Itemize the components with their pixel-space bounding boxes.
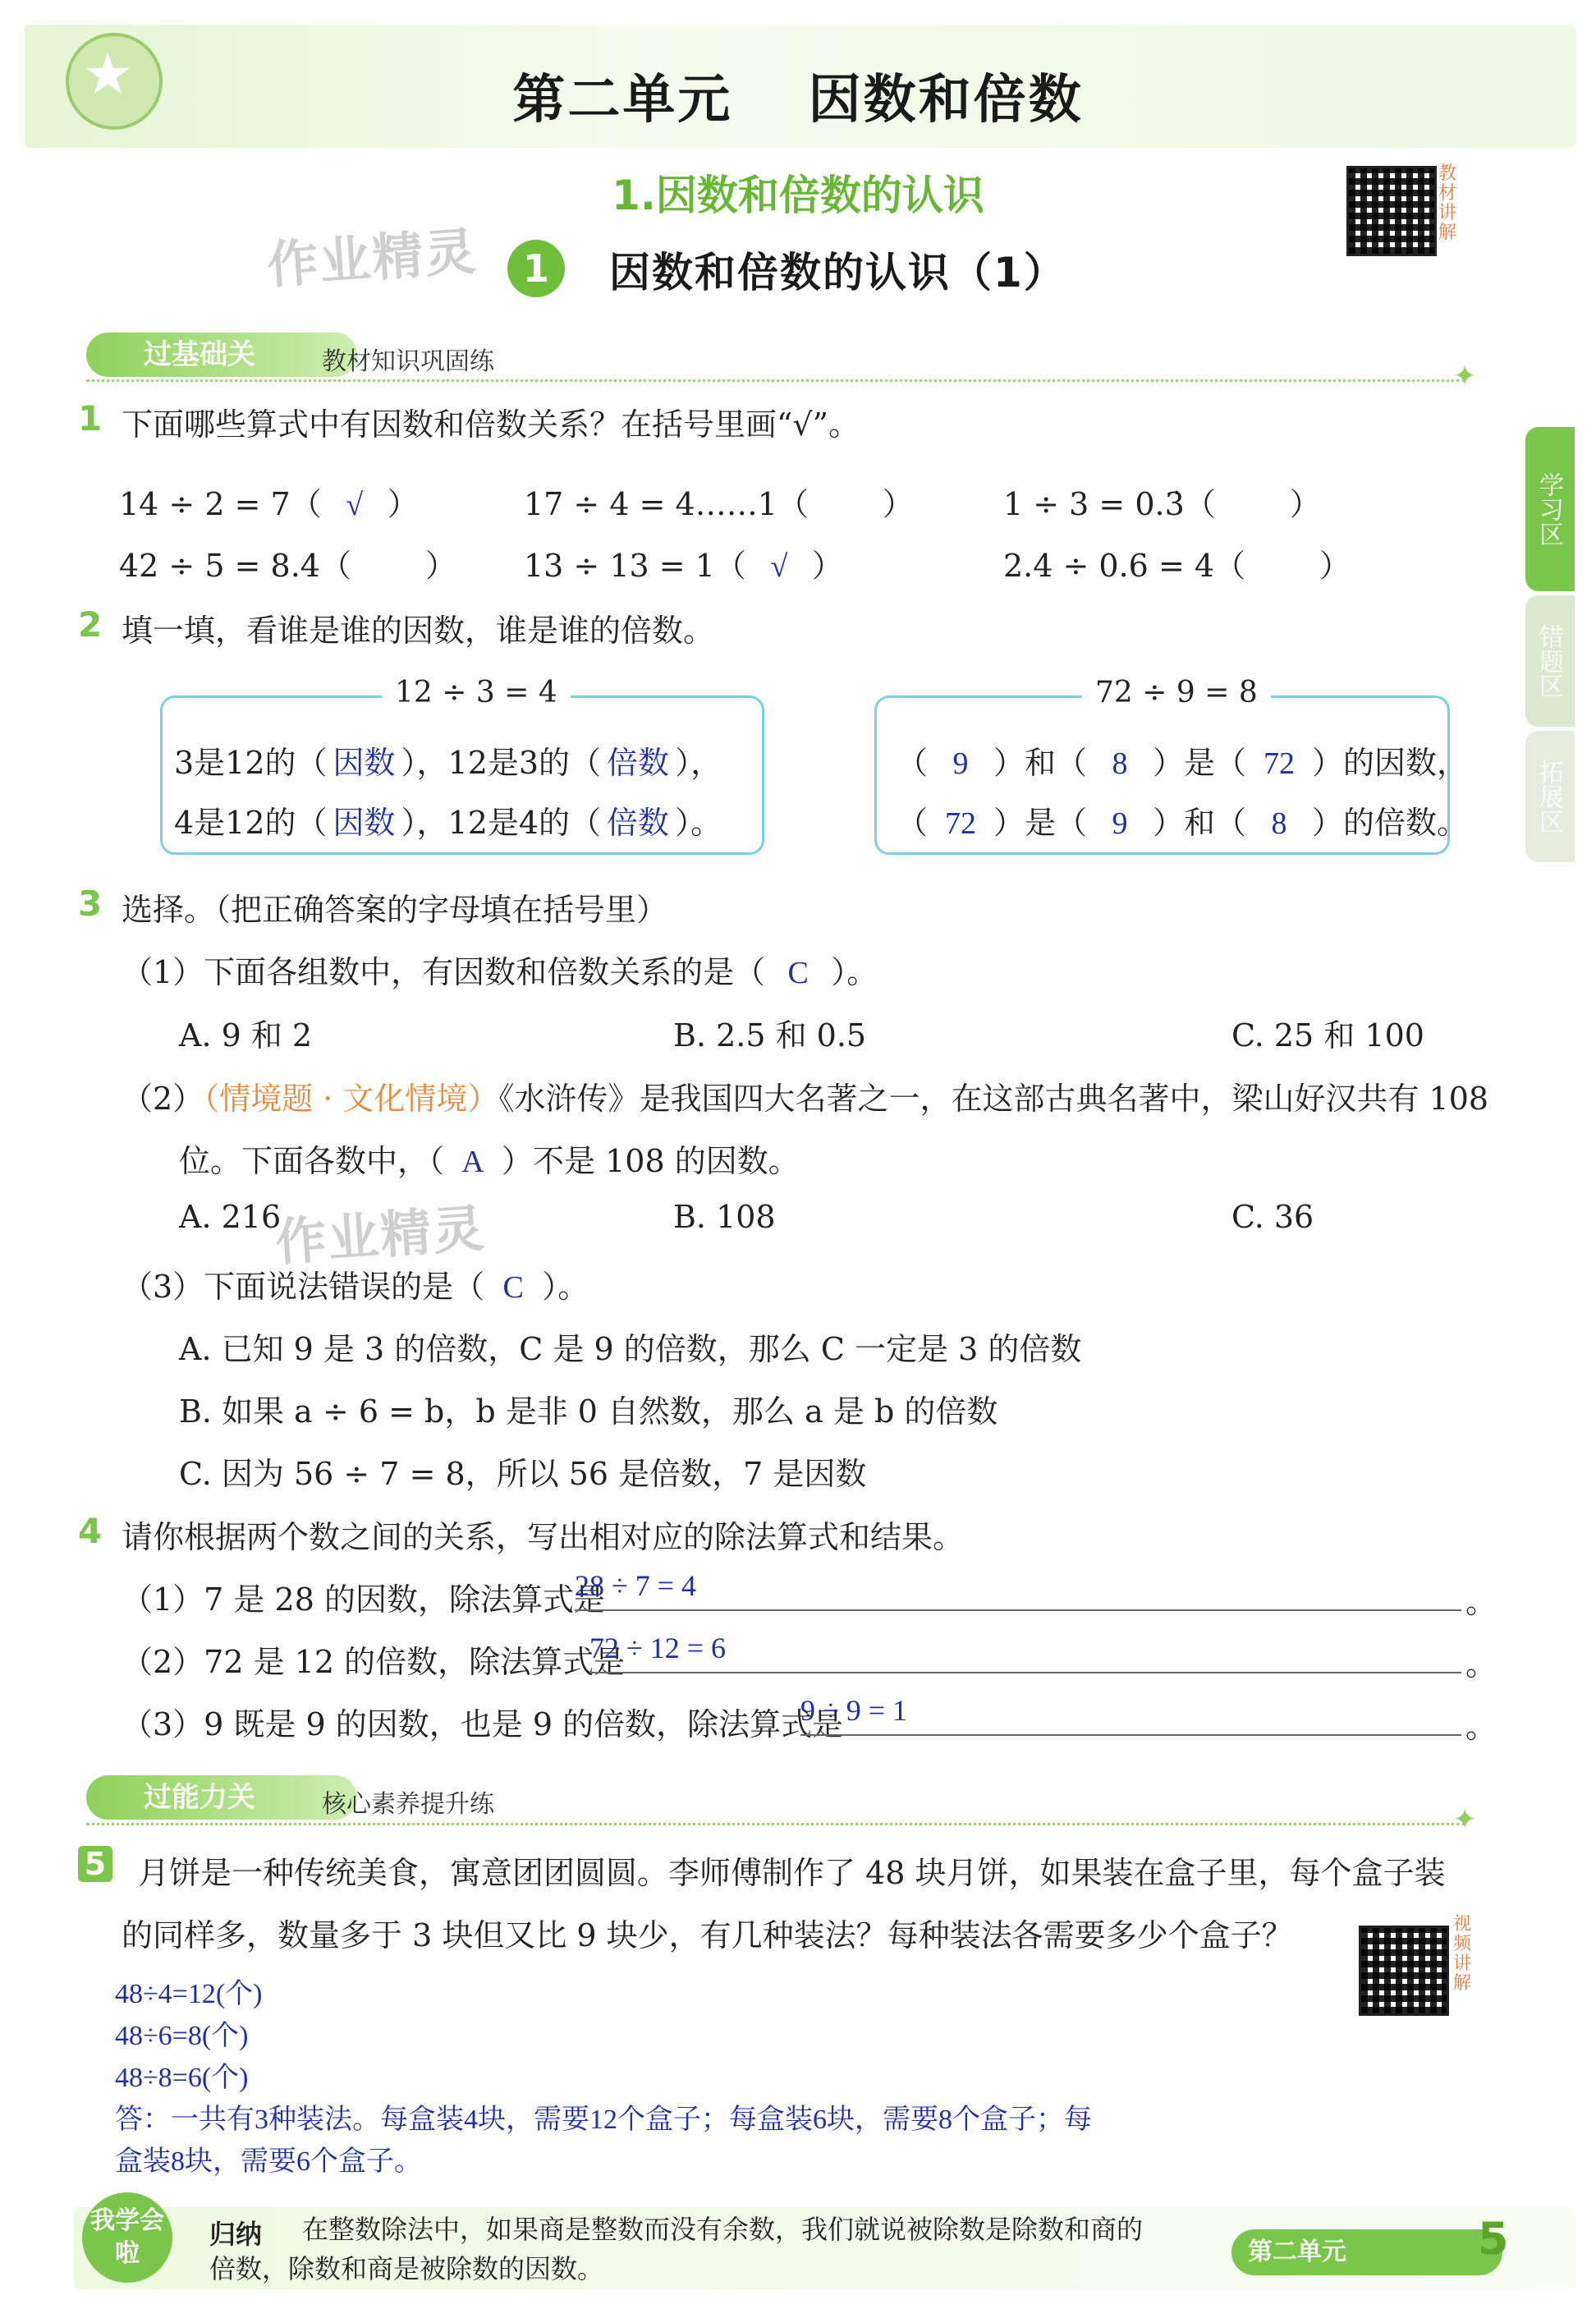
q3-part1: （1）下面各组数中，有因数和倍数关系的是（ C ）。 <box>122 954 878 990</box>
box-line: 4是12的（ 因数 ），12是4的（ 倍数 ）。 <box>174 797 722 842</box>
watermark: 作业精灵 <box>265 221 479 296</box>
section-tag-ability: 过能力关 <box>86 1775 357 1820</box>
section-sub-ability: 核心素养提升练 <box>322 1790 494 1819</box>
answer[interactable]: √ <box>770 549 788 584</box>
section-tag-basic: 过基础关 <box>86 333 357 377</box>
q1-item: 42 ÷ 5 = 8.4（ ） <box>119 548 456 584</box>
q1-item: 17 ÷ 4 = 4……1（ ） <box>524 486 914 522</box>
question-number: 2 <box>78 604 103 645</box>
question-text: 月饼是一种传统美食，寓意团团圆圆。李师傅制作了 48 块月饼，如果装在盒子里，每个盒子装 <box>138 1855 1446 1891</box>
option: B. 2.5 和 0.5 <box>673 1017 867 1054</box>
q4-item: （2）72 是 12 的倍数，除法算式是 <box>122 1644 626 1680</box>
footer-summary: 在整数除法中，如果商是整数而没有余数，我们就说被除数是除数和商的 <box>302 2214 1144 2245</box>
answer[interactable]: A <box>461 1145 484 1179</box>
context-tag: （情境题 · 文化情境） <box>204 1081 499 1117</box>
question-prompt: 请你根据两个数之间的关系，写出相对应的除法算式和结果。 <box>122 1519 965 1555</box>
side-tab-errors[interactable]: 错题区 <box>1525 595 1575 727</box>
box-title: 72 ÷ 9 = 8 <box>1082 676 1271 709</box>
footer-unit: 第二单元 <box>1231 2229 1502 2275</box>
unit-title: 第二单元 因数和倍数 <box>512 70 1084 131</box>
period: 。 <box>1465 1646 1497 1682</box>
qr-code-icon[interactable] <box>1359 1926 1449 2016</box>
q1-item: 2.4 ÷ 0.6 = 4（ ） <box>1003 548 1351 584</box>
box-title: 12 ÷ 3 = 4 <box>382 676 571 709</box>
q4-item: （3）9 既是 9 的因数，也是 9 的倍数，除法算式是 <box>122 1706 844 1742</box>
question-prompt: 填一填，看谁是谁的因数，谁是谁的倍数。 <box>122 613 715 649</box>
q3-part3: （3）下面说法错误的是（ C ）。 <box>122 1269 589 1305</box>
question-number: 5 <box>78 1846 112 1882</box>
question-text: 的同样多，数量多于 3 块但又比 9 块少，有几种装法？每种装法各需要多少个盒子？ <box>122 1917 1293 1953</box>
q4-item: （1）7 是 28 的因数，除法算式是 <box>122 1581 605 1618</box>
answer[interactable]: 倍数 <box>607 746 670 781</box>
answer[interactable]: 因数 <box>332 746 396 781</box>
answer-line: 48÷4=12(个) <box>115 1979 263 2009</box>
qr-label: 教材讲解 <box>1438 163 1457 243</box>
question-number: 4 <box>78 1511 103 1551</box>
qr-code-icon[interactable] <box>1346 166 1437 256</box>
sprout-icon: ✦ <box>1453 1803 1477 1836</box>
answer-line: 盒装8块，需要6个盒子。 <box>115 2146 422 2177</box>
lesson-subtitle: 因数和倍数的认识（1） <box>609 249 1066 296</box>
option: C. 25 和 100 <box>1231 1017 1424 1054</box>
period: 。 <box>1465 1709 1497 1745</box>
option: C. 36 <box>1231 1199 1314 1235</box>
star-icon: ★ <box>82 40 134 108</box>
lesson-title: 1.因数和倍数的认识 <box>612 172 984 219</box>
question-number: 1 <box>78 398 103 438</box>
answer-line: 48÷8=6(个) <box>115 2063 249 2093</box>
answer[interactable]: 72 <box>1264 746 1296 781</box>
side-tab-study[interactable]: 学习区 <box>1525 427 1575 591</box>
answer[interactable]: √ <box>346 488 364 522</box>
answer-line[interactable]: 28 ÷ 7 = 4 <box>575 1568 1461 1611</box>
answer[interactable]: 8 <box>1271 806 1287 841</box>
answer[interactable]: 9 <box>1112 806 1128 841</box>
answer[interactable]: 因数 <box>332 806 396 841</box>
option: A. 9 和 2 <box>179 1017 313 1054</box>
answer[interactable]: 倍数 <box>607 806 670 841</box>
option: B. 108 <box>673 1199 776 1235</box>
option: C. 因为 56 ÷ 7 = 8，所以 56 是倍数，7 是因数 <box>179 1456 867 1492</box>
page-number: 5 <box>1478 2213 1509 2265</box>
answer-line[interactable]: 72 ÷ 12 = 6 <box>589 1631 1461 1673</box>
answer[interactable]: 8 <box>1112 746 1128 781</box>
answer[interactable]: C <box>502 1270 524 1305</box>
box-line: （ 9 ）和（ 8 ）是（ 72 ）的因数， <box>897 745 1469 781</box>
q1-item: 13 ÷ 13 = 1（ √ ） <box>524 548 843 584</box>
q3-part2-line2: 位。下面各数中，（ A ）不是 108 的因数。 <box>179 1143 800 1179</box>
question-number: 3 <box>78 884 103 924</box>
divider <box>86 379 1465 382</box>
question-prompt: 下面哪些算式中有因数和倍数关系？在括号里画“√”。 <box>122 406 860 443</box>
box-line: （ 72 ）是（ 9 ）和（ 8 ）的倍数。 <box>897 805 1469 841</box>
q1-item: 1 ÷ 3 = 0.3̇（ ） <box>1003 486 1321 522</box>
q3-part2: （2）（情境题 · 文化情境）《水浒传》是我国四大名著之一，在这部古典名著中，梁山好汉共有 108 <box>122 1081 1489 1117</box>
section-sub-basic: 教材知识巩固练 <box>322 347 494 376</box>
option: A. 已知 9 是 3 的倍数，C 是 9 的倍数，那么 C 一定是 3 的倍数 <box>179 1331 1082 1367</box>
footer-summary: 倍数，除数和商是被除数的因数。 <box>209 2253 604 2284</box>
answer[interactable]: C <box>787 956 809 990</box>
sprout-icon: ✦ <box>1453 360 1477 392</box>
option: B. 如果 a ÷ 6 = b，b 是非 0 自然数，那么 a 是 b 的倍数 <box>179 1393 998 1430</box>
divider <box>86 1823 1465 1825</box>
footer-badge: 我学会啦 <box>82 2192 172 2283</box>
lesson-badge: 1 <box>507 240 565 297</box>
q1-item: 14 ÷ 2 = 7（ √ ） <box>119 486 419 522</box>
answer[interactable]: 72 <box>945 806 977 841</box>
answer[interactable]: 9 <box>952 746 969 781</box>
side-tab-extend[interactable]: 拓展区 <box>1525 731 1575 862</box>
answer-line: 答：一共有3种装法。每盒装4块，需要12个盒子；每盒装6块，需要8个盒子；每 <box>115 2105 1092 2135</box>
box-line: 3是12的（ 因数 ），12是3的（ 倍数 ）， <box>174 737 722 783</box>
answer-line[interactable]: 9 ÷ 9 = 1 <box>800 1693 1461 1736</box>
qr-label: 视频讲解 <box>1453 1914 1472 1994</box>
answer-line: 48÷6=8(个) <box>115 2021 249 2051</box>
period: 。 <box>1465 1584 1497 1620</box>
footer-label: 归纳 <box>209 2219 263 2250</box>
watermark: 作业精灵 <box>273 1198 488 1273</box>
option: A. 216 <box>179 1199 282 1235</box>
question-prompt: 选择。（把正确答案的字母填在括号里） <box>122 892 668 928</box>
